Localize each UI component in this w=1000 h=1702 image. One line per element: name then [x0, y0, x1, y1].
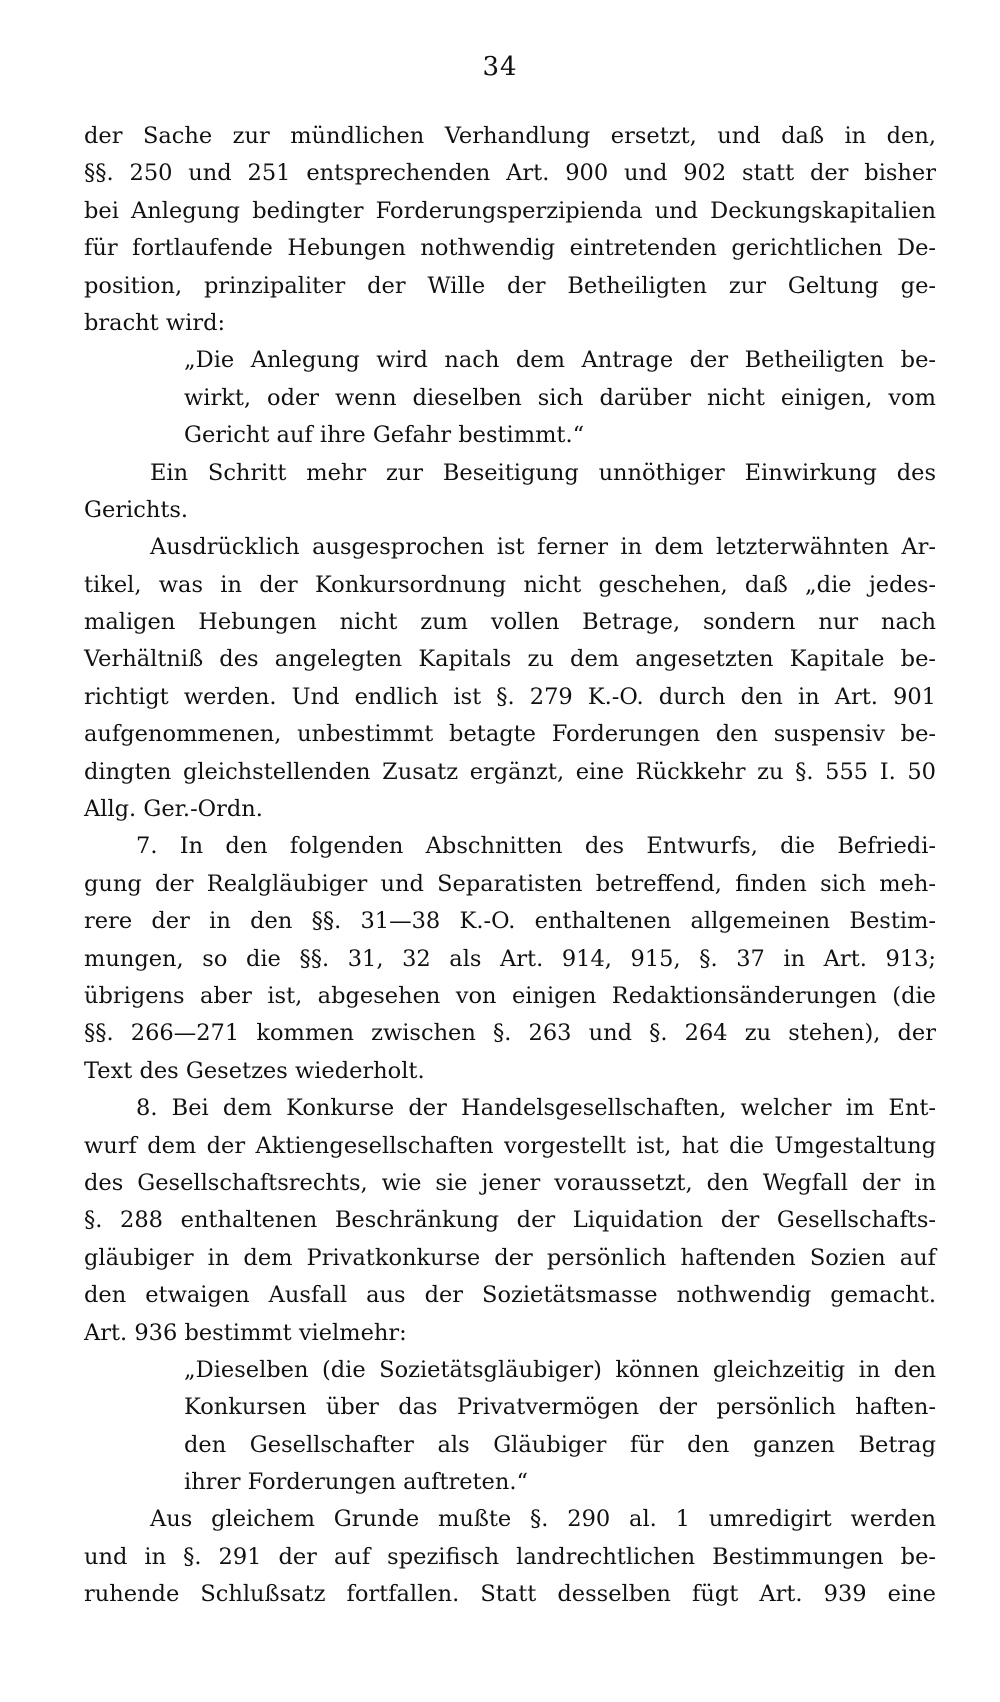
- text-line: „Die Anlegung wird nach dem Antrage der Betheiligten be-: [184, 347, 936, 374]
- text-line: Gerichts.: [84, 496, 189, 523]
- text-line: übrigens aber ist, abgesehen von einigen Redaktionsänderungen (die: [84, 982, 936, 1009]
- text-line: Gericht auf ihre Gefahr bestimmt.“: [184, 422, 585, 449]
- text-line: für fortlaufende Hebungen nothwendig eintretenden gerichtlichen De-: [84, 235, 936, 262]
- text-line: bracht wird:: [84, 309, 226, 336]
- text-line: und in §. 291 der auf spezifisch landrechtlichen Bestimmungen be-: [84, 1543, 936, 1570]
- text-line: Ein Schritt mehr zur Beseitigung unnöthiger Einwirkung des: [150, 459, 936, 486]
- text-line: gung der Realgläubiger und Separatisten betreffend, finden sich meh-: [84, 870, 936, 897]
- text-line: bei Anlegung bedingter Forderungsperzipienda und Deckungskapitalien: [84, 197, 936, 224]
- text-line: Konkursen über das Privatvermögen der persönlich haften-: [184, 1394, 936, 1421]
- text-line: des Gesellschaftsrechts, wie sie jener voraussetzt, den Wegfall der in: [84, 1169, 936, 1196]
- text-line: den Gesellschafter als Gläubiger für den ganzen Betrag: [184, 1431, 936, 1458]
- text-line: richtigt werden. Und endlich ist §. 279 K.-O. durch den in Art. 901: [84, 683, 936, 710]
- text-line: der Sache zur mündlichen Verhandlung ersetzt, und daß in den,: [84, 123, 936, 149]
- text-line: Verhältniß des angelegten Kapitals zu dem angesetzten Kapitale be-: [84, 646, 936, 673]
- text-line: §§. 250 und 251 entsprechenden Art. 900 und 902 statt der bisher: [84, 160, 936, 187]
- text-line: Aus gleichem Grunde mußte §. 290 al. 1 umredigirt werden: [150, 1506, 936, 1533]
- text-line: Art. 936 bestimmt vielmehr:: [84, 1319, 407, 1346]
- text-line: gläubiger in dem Privatkonkurse der persönlich haftenden Sozien auf: [84, 1244, 936, 1271]
- body-text: [84, 118, 936, 1614]
- text-line: Ausdrücklich ausgesprochen ist ferner in dem letzterwähnten Ar-: [150, 534, 936, 561]
- text-line: §. 288 enthaltenen Beschränkung der Liquidation der Gesellschafts-: [84, 1207, 936, 1234]
- text-line: position, prinzipaliter der Wille der Betheiligten zur Geltung ge-: [84, 272, 936, 299]
- text-line: 7. In den folgenden Abschnitten des Entwurfs, die Befriedi-: [136, 833, 936, 860]
- text-line: aufgenommenen, unbestimmt betagte Forderungen den suspensiv be-: [84, 721, 936, 748]
- text-line: §§. 266—271 kommen zwischen §. 263 und §. 264 zu stehen), der: [84, 1020, 936, 1047]
- text-line: tikel, was in der Konkursordnung nicht geschehen, daß „die jedes-: [84, 571, 936, 598]
- page-number: 34: [482, 52, 518, 82]
- text-line: den etwaigen Ausfall aus der Sozietätsmasse nothwendig gemacht.: [84, 1282, 936, 1309]
- text-line: wirkt, oder wenn dieselben sich darüber nicht einigen, vom: [184, 384, 936, 411]
- text-line: maligen Hebungen nicht zum vollen Betrage, sondern nur nach: [84, 609, 936, 636]
- text-line: ihrer Forderungen auftreten.“: [184, 1469, 529, 1496]
- text-line: ruhende Schlußsatz fortfallen. Statt desselben fügt Art. 939 eine: [84, 1581, 936, 1608]
- text-line: 8. Bei dem Konkurse der Handelsgesellschaften, welcher im Ent-: [136, 1095, 936, 1122]
- text-line: Allg. Ger.-Ordn.: [84, 796, 263, 823]
- text-line: dingten gleichstellenden Zusatz ergänzt, eine Rückkehr zu §. 555 I. 50: [84, 758, 936, 785]
- text-line: „Dieselben (die Sozietätsgläubiger) können gleichzeitig in den: [184, 1356, 936, 1383]
- text-line: wurf dem der Aktiengesellschaften vorgestellt ist, hat die Umgestaltung: [84, 1132, 936, 1159]
- text-line: Text des Gesetzes wiederholt.: [84, 1057, 425, 1084]
- text-line: rere der in den §§. 31—38 K.-O. enthaltenen allgemeinen Bestim-: [84, 908, 936, 935]
- text-line: mungen, so die §§. 31, 32 als Art. 914, 915, §. 37 in Art. 913;: [84, 945, 936, 972]
